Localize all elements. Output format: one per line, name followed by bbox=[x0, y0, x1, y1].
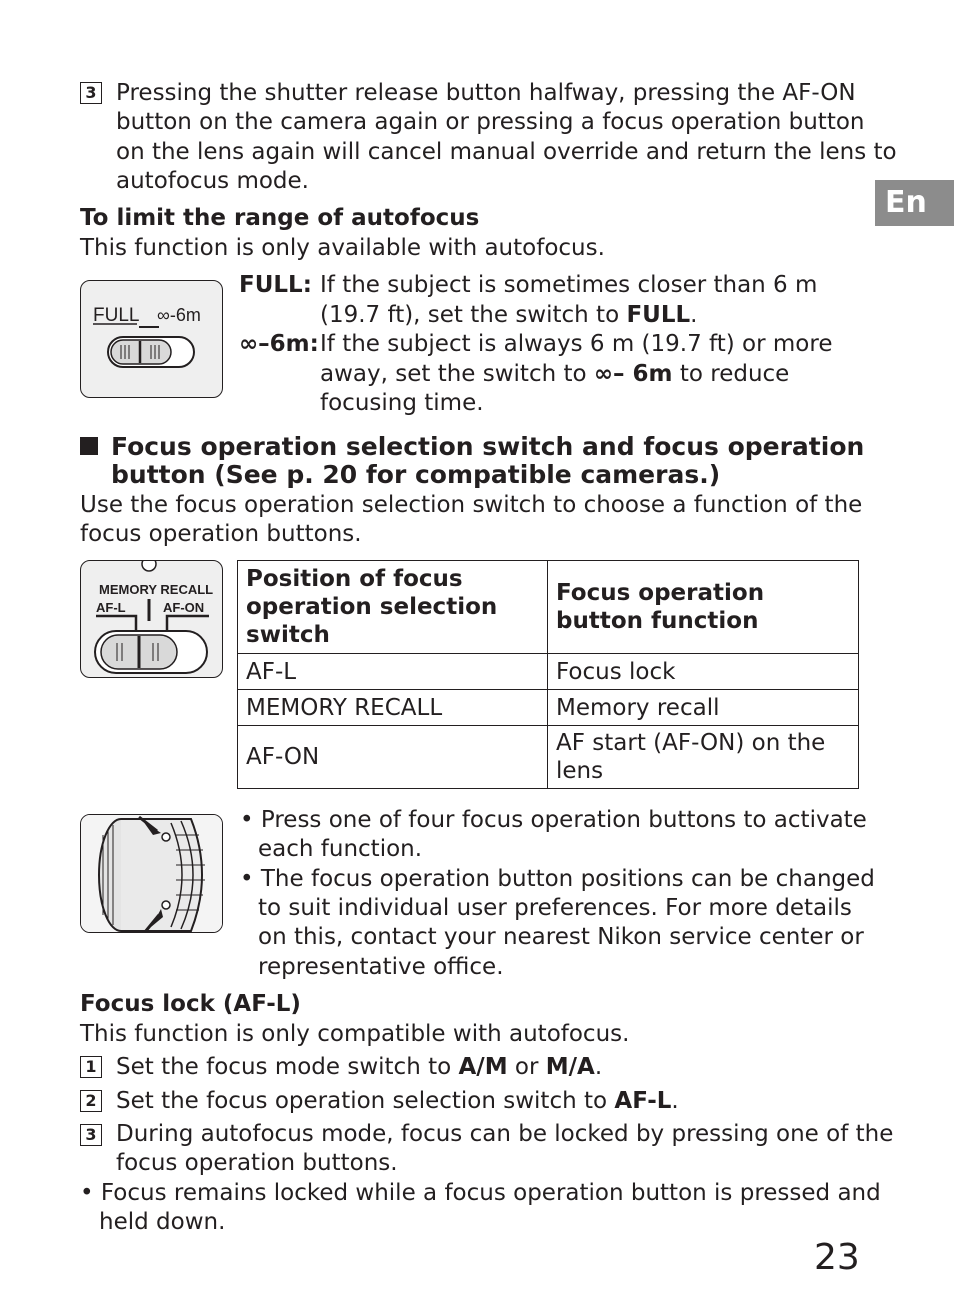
lens-illustration bbox=[81, 815, 223, 933]
table-header-function: Focus operation button function bbox=[548, 561, 859, 654]
lens-buttons-figure bbox=[80, 814, 223, 933]
inf-desc-line-3: focusing time. bbox=[320, 390, 484, 416]
table-cell-function: Memory recall bbox=[548, 690, 859, 726]
focus-function-table bbox=[237, 560, 859, 789]
step-number-2: 2 bbox=[80, 1090, 102, 1112]
focus-lock-step-3-line-2: focus operation buttons. bbox=[116, 1150, 398, 1176]
bullet-2-line-4: representative office. bbox=[258, 954, 504, 980]
focus-operation-switch-figure bbox=[80, 560, 223, 678]
step3-line-4: autofocus mode. bbox=[116, 168, 309, 194]
focus-lock-step-3-line-1: During autofocus mode, focus can be locked by pressing one of the bbox=[116, 1121, 894, 1147]
switch-label-inf6m: ∞-6m bbox=[157, 305, 201, 325]
bullet-2-line-3: on this, contact your nearest Nikon service center or bbox=[258, 924, 864, 950]
full-label: FULL: bbox=[239, 272, 312, 298]
focus-section-heading-line-1: Focus operation selection switch and focus operation bbox=[111, 432, 865, 461]
inf-desc-line-2: away, set the switch to ∞– 6m to reduce bbox=[320, 361, 790, 387]
bullet-2-line-1: • The focus operation button positions can be changed bbox=[240, 866, 875, 892]
inf-6m-label: ∞–6m: bbox=[239, 331, 319, 357]
step3-line-3: on the lens again will cancel manual override and return the lens to bbox=[116, 139, 897, 165]
focus-lock-intro: This function is only compatible with autofocus. bbox=[80, 1021, 630, 1047]
focus-limit-switch-figure bbox=[80, 280, 223, 398]
bullet-2-line-2: to suit individual user preferences. For more details bbox=[258, 895, 852, 921]
table-cell-position: AF-L bbox=[238, 654, 548, 690]
table-cell-function: AF start (AF-ON) on the lens bbox=[548, 726, 859, 789]
focus-section-intro-line-2: focus operation buttons. bbox=[80, 521, 362, 547]
focus-lock-step-1: Set the focus mode switch to A/M or M/A. bbox=[116, 1054, 603, 1080]
limit-range-heading: To limit the range of autofocus bbox=[80, 205, 480, 231]
focus-section-intro-line-1: Use the focus operation selection switch to choose a function of the bbox=[80, 492, 863, 518]
table-row bbox=[238, 654, 859, 690]
step-number-3: 3 bbox=[80, 82, 102, 104]
bullet-1-line-2: each function. bbox=[258, 836, 423, 862]
table-cell-position: AF-ON bbox=[238, 726, 548, 789]
focus-lock-bullet-line-2: held down. bbox=[99, 1209, 226, 1235]
page-number: 23 bbox=[814, 1237, 860, 1278]
inf-desc-line-1: If the subject is always 6 m (19.7 ft) or more bbox=[320, 331, 833, 357]
switch-label-afl: AF-L bbox=[96, 600, 126, 615]
table-header-position: Position of focus operation selection switch bbox=[238, 561, 548, 654]
step-number-3b: 3 bbox=[80, 1124, 102, 1146]
focus-lock-heading: Focus lock (AF-L) bbox=[80, 991, 301, 1017]
step3-line-2: button on the camera again or pressing a focus operation button bbox=[116, 109, 865, 135]
bullet-1-line-1: • Press one of four focus operation buttons to activate bbox=[240, 807, 867, 833]
full-desc-line-2: (19.7 ft), set the switch to FULL. bbox=[320, 302, 698, 328]
switch-label-memory-recall: MEMORY RECALL bbox=[99, 582, 214, 597]
section-marker bbox=[80, 437, 98, 455]
table-row bbox=[238, 726, 859, 789]
focus-lock-bullet-line-1: • Focus remains locked while a focus operation button is pressed and bbox=[80, 1180, 881, 1206]
step3-line-1: Pressing the shutter release button halfway, pressing the AF-ON bbox=[116, 80, 856, 106]
full-desc-line-1: If the subject is sometimes closer than 6 m bbox=[320, 272, 818, 298]
language-tab: En bbox=[875, 180, 954, 226]
focus-section-heading-line-2: button (See p. 20 for compatible cameras.) bbox=[111, 460, 721, 489]
table-cell-position: MEMORY RECALL bbox=[238, 690, 548, 726]
step-number-1: 1 bbox=[80, 1056, 102, 1078]
table-header-row bbox=[238, 561, 859, 654]
table-cell-function: Focus lock bbox=[548, 654, 859, 690]
limit-switch-illustration bbox=[81, 281, 223, 398]
operation-switch-illustration bbox=[81, 561, 223, 678]
switch-label-full: FULL bbox=[93, 305, 140, 326]
table-row bbox=[238, 690, 859, 726]
focus-lock-step-2: Set the focus operation selection switch to AF-L. bbox=[116, 1088, 679, 1114]
limit-range-intro: This function is only available with autofocus. bbox=[80, 235, 605, 261]
switch-label-afon: AF-ON bbox=[163, 600, 205, 615]
